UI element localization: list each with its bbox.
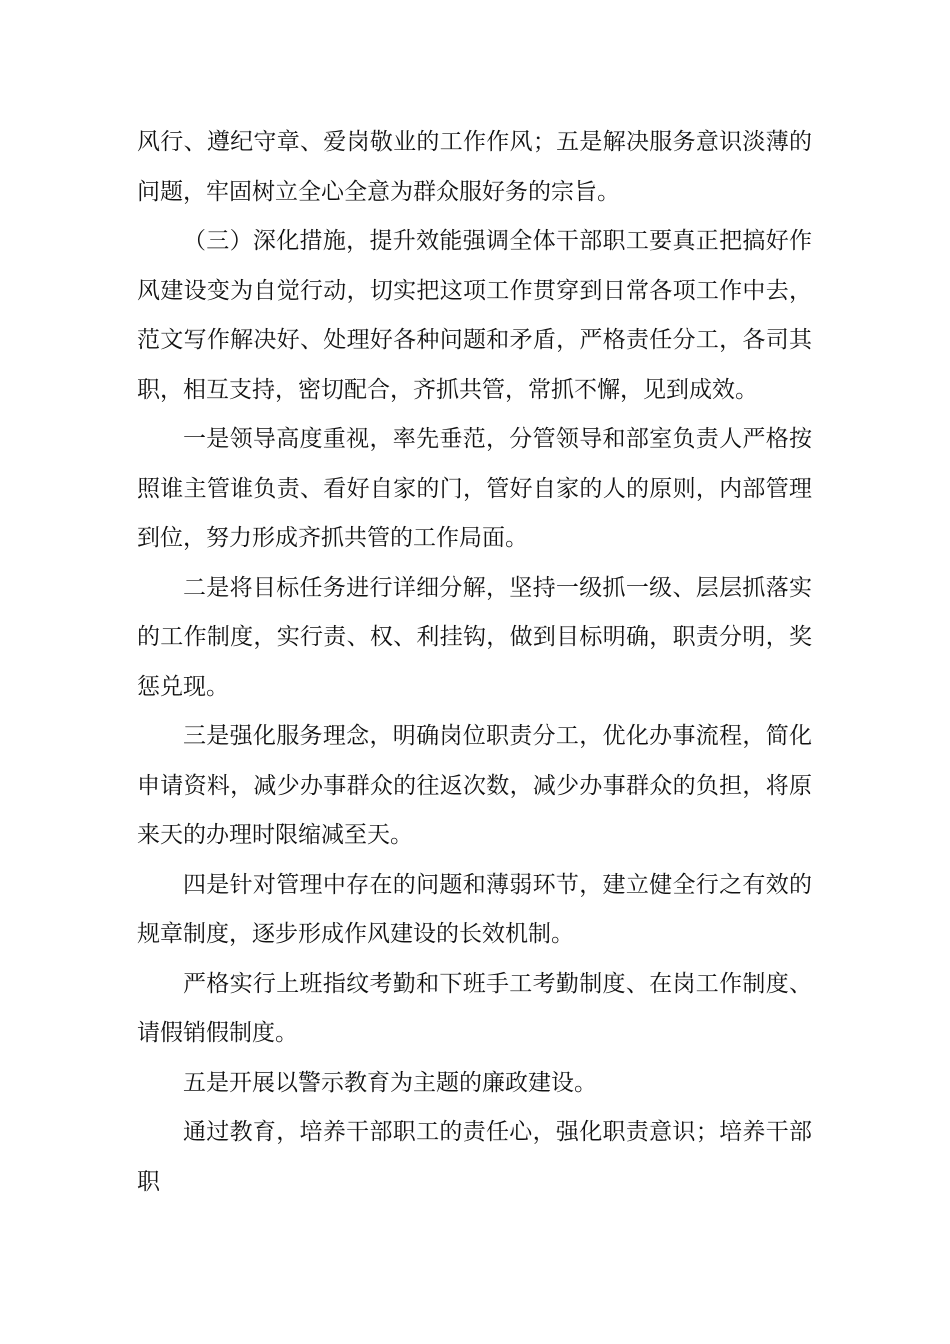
paragraph: 严格实行上班指纹考勤和下班手工考勤制度、在岗工作制度、请假销假制度。 xyxy=(137,970,812,1046)
paragraph: 三是强化服务理念，明确岗位职责分工，优化办事流程，简化申请资料，减少办事群众的往返次数，减少办事群众的负担，将原来天的办理时限缩减至天。 xyxy=(137,723,812,848)
paragraph: 一是领导高度重视，率先垂范，分管领导和部室负责人严格按照谁主管谁负责、看好自家的门，管好自家的人的原则，内部管理到位，努力形成齐抓共管的工作局面。 xyxy=(137,426,812,551)
document-body xyxy=(137,118,812,1207)
paragraph: 二是将目标任务进行详细分解，坚持一级抓一级、层层抓落实的工作制度，实行责、权、利挂钩，做到目标明确，职责分明，奖惩兑现。 xyxy=(137,574,812,700)
paragraph: （三）深化措施，提升效能强调全体干部职工要真正把搞好作风建设变为自觉行动，切实把这项工作贯穿到日常各项工作中去，范文写作解决好、处理好各种问题和矛盾，严格责任分工，各司其职，相互支持，密切配合，齐抓共管，常抓不懈，见到成效。 xyxy=(137,228,812,403)
paragraph: 四是针对管理中存在的问题和薄弱环节，建立健全行之有效的规章制度，逐步形成作风建设的长效机制。 xyxy=(137,871,812,947)
paragraph: 通过教育，培养干部职工的责任心，强化职责意识；培养干部职 xyxy=(137,1119,812,1195)
paragraph: 五是开展以警示教育为主题的廉政建设。 xyxy=(183,1069,597,1096)
paragraph: 风行、遵纪守章、爱岗敬业的工作作风；五是解决服务意识淡薄的问题，牢固树立全心全意为群众服好务的宗旨。 xyxy=(137,129,812,205)
